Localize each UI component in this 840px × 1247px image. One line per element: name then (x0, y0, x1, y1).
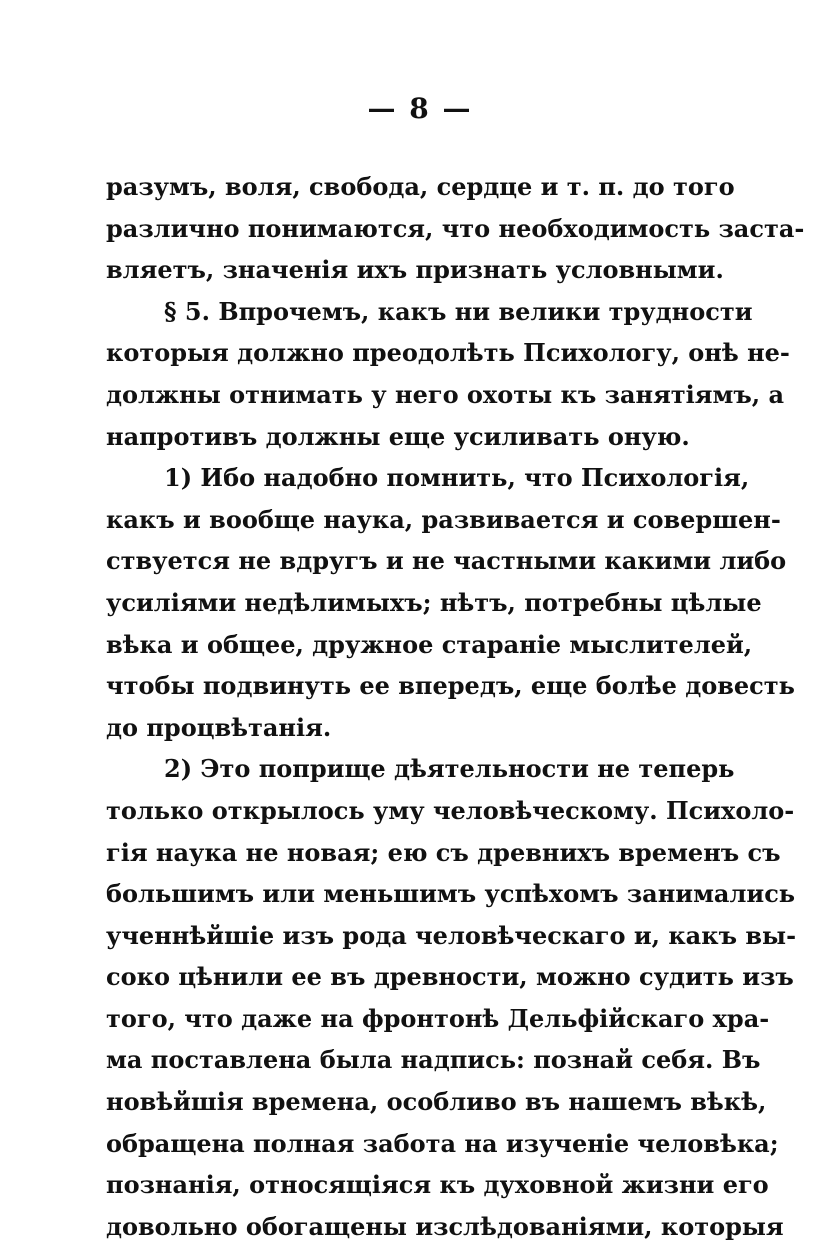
text-line: разумъ, воля, свобода, сердце и т. п. до того (106, 172, 735, 201)
text-line: довольно обогащены изслѣдованіями, которыя (106, 1211, 784, 1241)
text-line: гія наука не новая; ею съ древнихъ временъ съ (106, 837, 781, 867)
text-line: какъ и вообще наука, развивается и совершен- (106, 504, 781, 534)
text-line: которыя должно преодолѣть Психологу, онѣ не- (106, 338, 790, 368)
paragraph-start-line: § 5. Впрочемъ, какъ ни велики трудности (164, 296, 753, 326)
text-line: вляетъ, значенія ихъ признать условными. (106, 255, 724, 285)
text-line: вѣка и общее, дружное стараніе мыслителей, (106, 629, 753, 659)
text-line: большимъ или меньшимъ успѣхомъ занимались (106, 879, 796, 909)
paragraph-start-line: 1) Ибо надобно помнить, что Психологія, (164, 463, 750, 493)
text-line: новѣйшія времена, особливо въ нашемъ вѣкѣ, (106, 1087, 767, 1117)
text-line: обращена полная забота на изученіе человѣка; (106, 1128, 779, 1158)
text-line: напротивъ должны еще усиливать оную. (106, 421, 690, 451)
text-line: до процвѣтанія. (106, 712, 332, 742)
text-line: ствуется не вдругъ и не частными какими либо (106, 546, 787, 576)
text-line: усиліями недѣлимыхъ; нѣтъ, потребны цѣлые (106, 587, 762, 617)
page-number: — 8 — (367, 92, 473, 125)
text-line: ученнѣйшіе изъ рода человѣческаго и, какъ вы- (106, 920, 797, 950)
paragraph-start-line: 2) Это поприще дѣятельности не теперь (164, 754, 735, 784)
text-line: только открылось уму человѣческому. Психоло- (106, 795, 795, 825)
text-line: ма поставлена была надпись: познай себя. Въ (106, 1045, 761, 1075)
text-line: должны отнимать у него охоты къ занятіямъ, а (106, 379, 785, 409)
text-line: различно понимаются, что необходимость заста- (106, 213, 805, 243)
text-line: соко цѣнили ее въ древности, можно судить изъ (106, 962, 794, 992)
text-line: чтобы подвинуть ее впередъ, еще болѣе довесть (106, 671, 795, 701)
text-line: познанія, относящіяся къ духовной жизни его (106, 1170, 769, 1200)
body-text (106, 166, 805, 1247)
text-line: того, что даже на фронтонѣ Дельфійскаго хра- (106, 1003, 770, 1033)
